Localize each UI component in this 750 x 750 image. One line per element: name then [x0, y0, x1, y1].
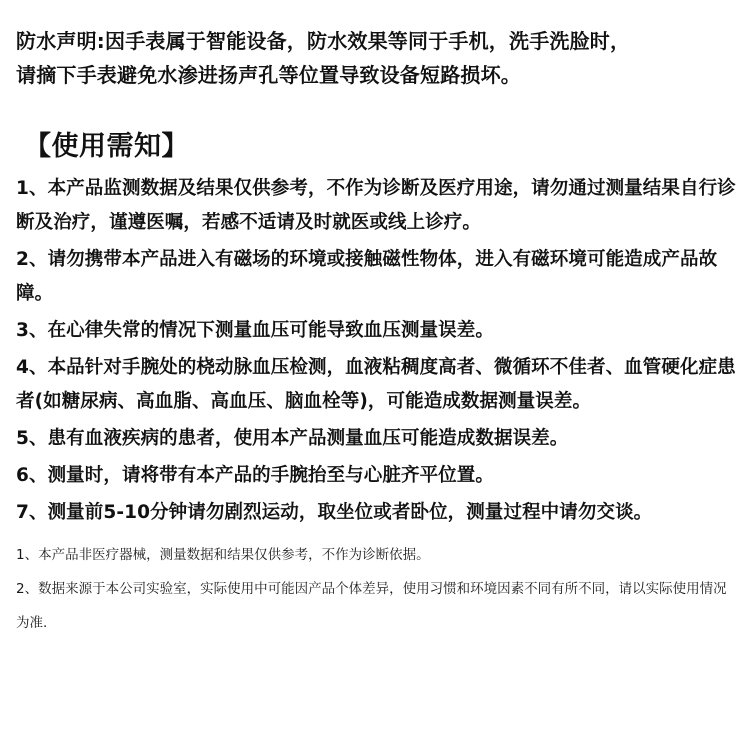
waterproof-disclaimer: [16, 24, 736, 92]
disclaimer-line-1: 防水声明:因手表属于智能设备，防水效果等同于手机，洗手洗脸时，: [16, 29, 631, 53]
disclaimer-line-2: 请摘下手表避免水渗进扬声孔等位置导致设备短路损坏。: [16, 63, 521, 87]
notice-item: 7、测量前5-10分钟请勿剧烈运动，取坐位或者卧位，测量过程中请勿交谈。: [16, 502, 653, 523]
footnote-1: 1、本产品非医疗器械，测量数据和结果仅供参考，不作为诊断依据。: [16, 547, 430, 563]
usage-notice-list: [16, 172, 736, 530]
footnote-2: 2、数据来源于本公司实验室，实际使用中可能因产品个体差异，使用习惯和环境因素不同有所不同，请以实际使用情况为准.: [16, 581, 727, 631]
section-title: 【使用需知】: [24, 131, 189, 162]
notice-item: 5、患有血液疾病的患者，使用本产品测量血压可能造成数据误差。: [16, 428, 569, 449]
notice-item: 1、本产品监测数据及结果仅供参考，不作为诊断及医疗用途，请勿通过测量结果自行诊断及治疗，谨遵医嘱，若感不适请及时就医或线上诊疗。: [16, 178, 736, 233]
notice-item: 6、测量时，请将带有本产品的手腕抬至与心脏齐平位置。: [16, 465, 494, 486]
notice-item: 3、在心律失常的情况下测量血压可能导致血压测量误差。: [16, 320, 494, 341]
notice-item: 4、本品针对手腕处的桡动脉血压检测，血液粘稠度高者、微循环不佳者、血管硬化症患者(如糖尿病、高血脂、高血压、脑血栓等)，可能造成数据测量误差。: [16, 357, 736, 412]
notice-item: 2、请勿携带本产品进入有磁场的环境或接触磁性物体，进入有磁环境可能造成产品故障。: [16, 249, 718, 304]
footnotes: [16, 538, 736, 640]
